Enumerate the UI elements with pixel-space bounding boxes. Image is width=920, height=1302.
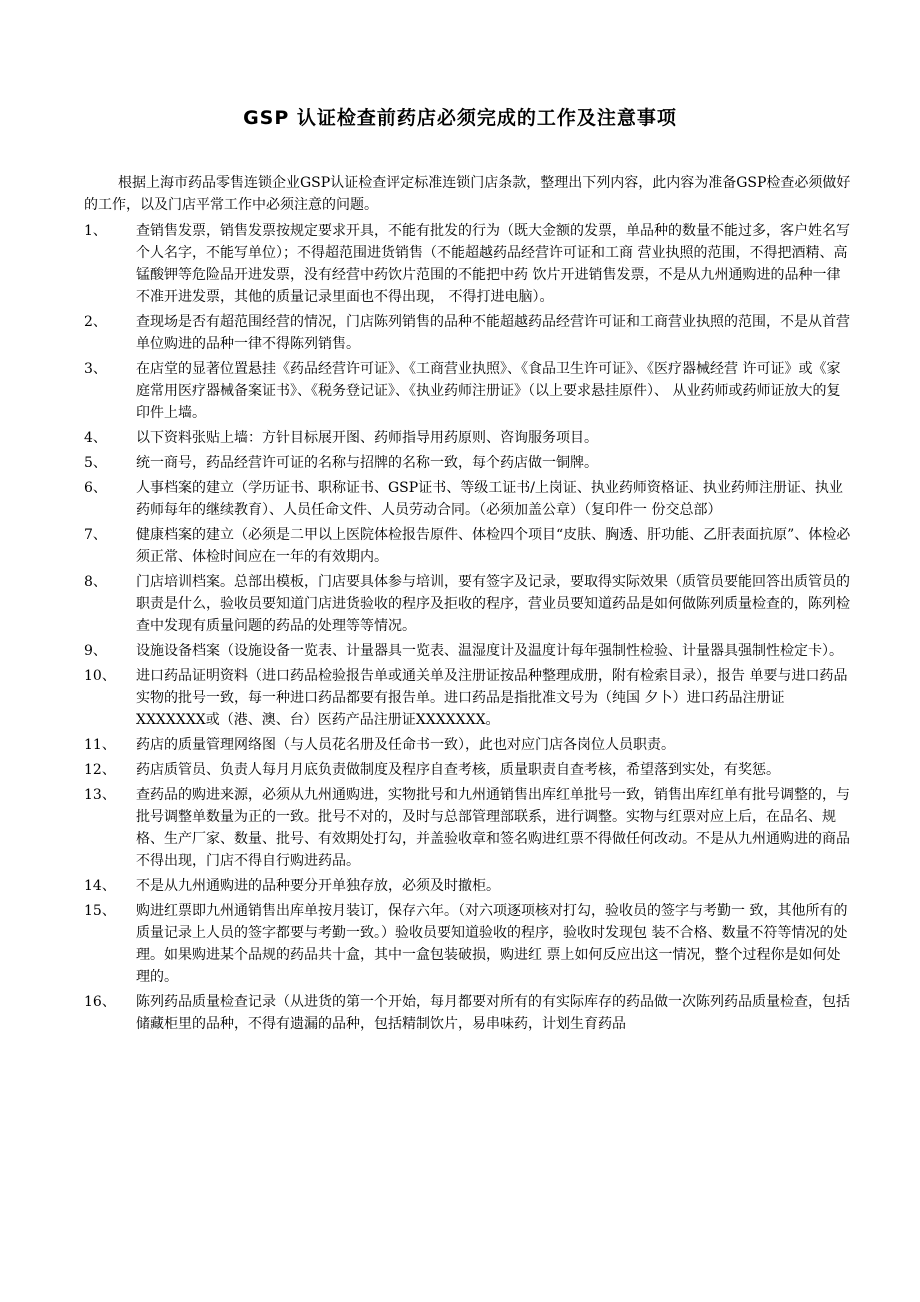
list-item-text: 陈列药品质量检查记录（从进货的第一个开始，每月都要对所有的有实际库存的药品做一次陈列药品质量检查，包括储藏柜里的品种，不得有遗漏的品种，包括精制饮片，易串味药，计划生育药品: [136, 994, 850, 1032]
list-item-text: 进口药品证明资料（进口药品检验报告单或通关单及注册证按品种整理成册，附有检索目录），报告 单要与进口药品实物的批号一致，每一种进口药品都要有报告单。进口药品是指批准文号为（纯国 夕卜）进口药品注册证XXXXXXX或（港、澳、台）医药产品注册证XXXXXXX。: [136, 668, 848, 728]
list-item: [0, 452, 852, 474]
list-item-text: 在店堂的显著位置悬挂《药品经营许可证》、《工商营业执照》、《食品卫生许可证》、《医疗器械经营 许可证》或《家庭常用医疗器械备案证书》、《税务登记证》、《执业药师注册证》（以上要求悬挂原件）、 从业药师或药师证放大的复印件上墙。: [136, 361, 841, 421]
list-item-number: 15、: [84, 903, 116, 919]
list-item: [0, 311, 852, 355]
list-item: [0, 734, 852, 756]
list-item-number: 1、: [84, 223, 107, 239]
list-item-text: 门店培训档案。总部出模板，门店要具体参与培训，要有签字及记录，要取得实际效果（质管员要能回答出质管员的职责是什么，验收员要知道门店进货验收的程序及拒收的程序，营业员要知道药品是如何做陈列质量检查的，陈列检查中发现有质量问题的药品的处理等等情况。: [136, 574, 850, 634]
list-item-text: 购进红票即九州通销售出库单按月装订，保存六年。（对六项逐项核对打勾，验收员的签字与考勤一 致，其他所有的质量记录上人员的签字都要与考勤一致。）验收员要知道验收的程序，验收时发现包 装不合格、数量不符等情况的处理。如果购进某个品规的药品共十盒，其中一盒包装破损，购进红 票上如何反应出这一情况，整个过程你是如何处理的。: [136, 903, 848, 985]
list-item-number: 11、: [84, 737, 116, 753]
list-item-text: 药店质管员、负责人每月月底负责做制度及程序自查考核，质量职责自查考核，希望落到实处，有奖惩。: [136, 762, 780, 778]
list-item-text: 人事档案的建立（学历证书、职称证书、GSP证书、等级工证书/上岗证、执业药师资格证、执业药师注册证、执业药师每年的继续教育）、人员任命文件、人员劳动合同。（必须加盖公章）（复印件一 份交总部）: [136, 480, 843, 518]
list-item-text: 查现场是否有超范围经营的情况，门店陈列销售的品种不能超越药品经营许可证和工商营业执照的范围，不是从首营单位购进的品种一律不得陈列销售。: [136, 314, 850, 352]
list-item-number: 7、: [84, 527, 107, 543]
list-item-number: 8、: [84, 574, 107, 590]
list-item-number: 4、: [84, 430, 107, 446]
list-item: [0, 784, 852, 872]
list-item-text: 药店的质量管理网络图（与人员花名册及任命书一致），此也对应门店各岗位人员职责。: [136, 737, 675, 753]
list-item-number: 16、: [84, 994, 116, 1010]
list-item: [0, 759, 852, 781]
document-title: GSP 认证检查前药店必须完成的工作及注意事项: [243, 107, 677, 129]
list-item-number: 12、: [84, 762, 116, 778]
list-item: [0, 665, 852, 731]
list-item: [0, 991, 852, 1035]
list-item: [0, 875, 852, 897]
list-item-number: 9、: [84, 643, 107, 659]
list-item-text: 健康档案的建立（必须是二甲以上医院体检报告原件、体检四个项目“皮肤、胸透、肝功能、乙肝表面抗原”、体检必须正常、体检时间应在一年的有效期内。: [136, 527, 851, 565]
list-item-text: 设施设备档案（设施设备一览表、计量器具一览表、温湿度计及温度计每年强制性检验、计量器具强制性检定卡）。: [136, 643, 843, 659]
list-item-number: 6、: [84, 480, 107, 496]
list-item-text: 以下资料张贴上墙：方针目标展开图、药师指导用药原则、咨询服务项目。: [136, 430, 598, 446]
list-item-number: 14、: [84, 878, 116, 894]
list-item-number: 5、: [84, 455, 107, 471]
requirement-list: [0, 220, 920, 1038]
list-item: [0, 524, 852, 568]
list-item: [0, 571, 852, 637]
list-item: [0, 220, 852, 308]
list-item-text: 不是从九州通购进的品种要分开单独存放，必须及时撤柜。: [136, 878, 500, 894]
list-item: [0, 358, 852, 424]
list-item-number: 3、: [84, 361, 107, 377]
list-item: [0, 427, 852, 449]
list-item-text: 统一商号，药品经营许可证的名称与招牌的名称一致，每个药店做一铜牌。: [136, 455, 598, 471]
list-item-number: 2、: [84, 314, 107, 330]
list-item-text: 查药品的购进来源，必须从九州通购进，实物批号和九州通销售出库红单批号一致，销售出库红单有批号调整的，与批号调整单数量为正的一致。批号不对的，及时与总部管理部联系，进行调整。实物与红票对应上后，在品名、规格、生产厂家、数量、批号、有效期处打勾，并盖验收章和签名购进红票不得做任何改动。不是从九州通购进的商品不得出现，门店不得自行购进药品。: [136, 787, 850, 869]
list-item: [0, 640, 852, 662]
list-item-number: 13、: [84, 787, 116, 803]
list-item: [0, 900, 852, 988]
list-item-number: 10、: [84, 668, 116, 684]
list-item: [0, 477, 852, 521]
intro-paragraph: 根据上海市药品零售连锁企业GSP认证检查评定标准连锁门店条款，整理出下列内容，此内容为准备GSP检查必须做好的工作，以及门店平常工作中必须注意的问题。: [84, 175, 851, 213]
list-item-text: 查销售发票，销售发票按规定要求开具，不能有批发的行为（既大金额的发票，单品种的数量不能过多，客户姓名写个人名字，不能写单位）；不得超范围进货销售（不能超越药品经营许可证和工商 营业执照的范围，不得把酒精、高锰酸钾等危险品开进发票，没有经营中药饮片范围的不能把中药 饮片开进销售发票，不是从九州通购进的品种一律不准开进发票，其他的质量记录里面也不得出现， 不得打进电脑）。: [136, 223, 850, 305]
